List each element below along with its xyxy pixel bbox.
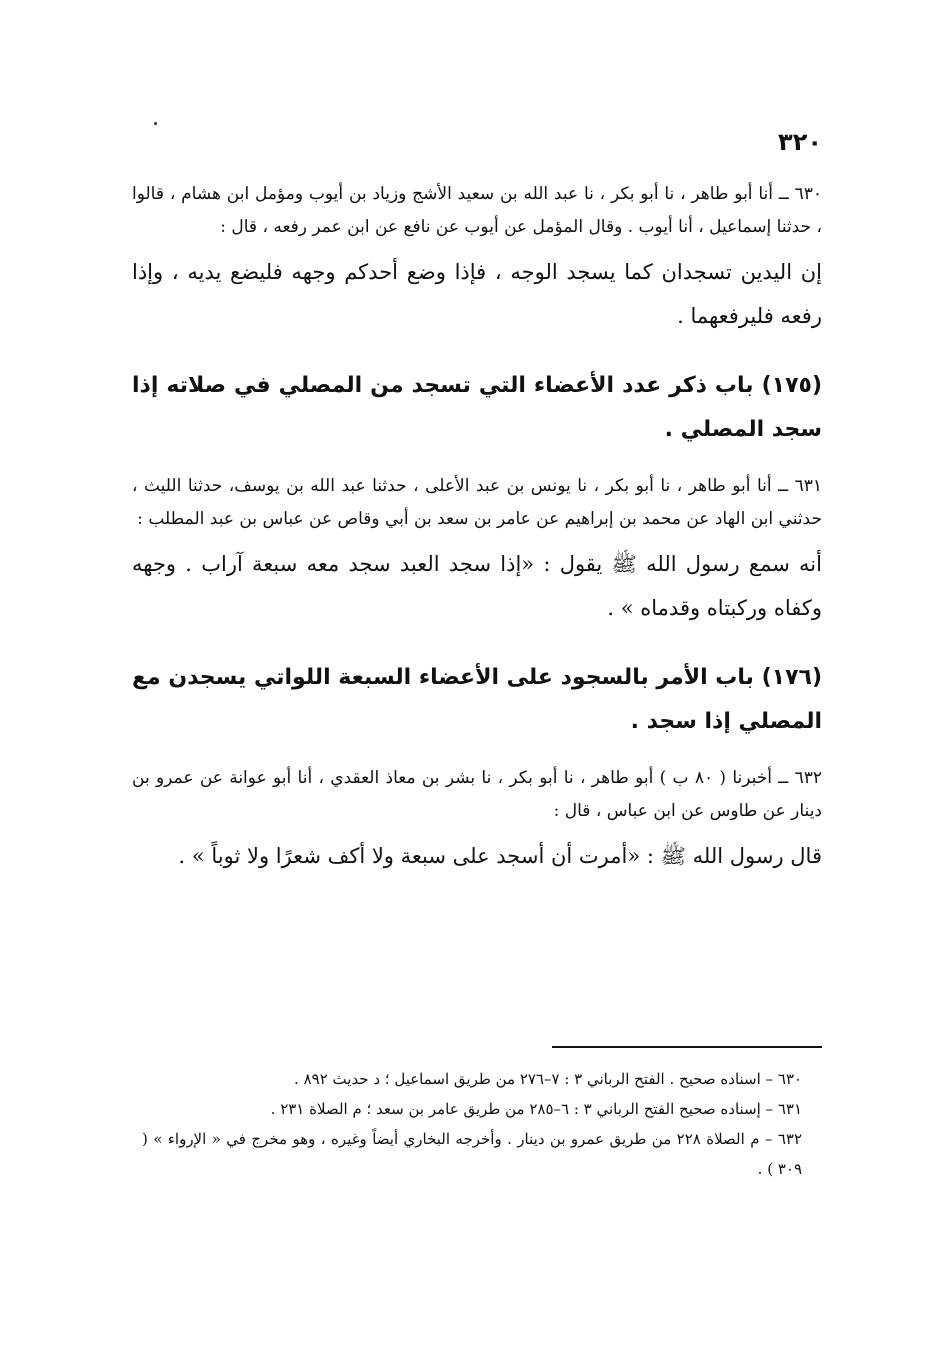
- page-number: ٣٢٠: [778, 128, 822, 156]
- footnote-632: ٦٣٢ – م الصلاة ٢٢٨ من طريق عمرو بن دينار . وأخرجه البخاري أيضاً وغيره ، وهو مخرج في « الإرواء » ( ٣٠٩ ) .: [142, 1130, 802, 1178]
- hadith-632-text: قال رسول الله ﷺ : «أمرت أن أسجد على سبعة ولا أكف شعرًا ولا ثوباً » .: [178, 844, 822, 868]
- chapter-176-heading: (١٧٦) باب الأمر بالسجود على الأعضاء السبعة اللواتي يسجدن مع المصلي إذا سجد .: [132, 665, 822, 734]
- speck-mark: [154, 122, 157, 125]
- footnotes: [142, 1064, 802, 1184]
- hadith-632-chain: ٦٣٢ ــ أخبرنا ( ٨٠ ب ) أبو طاهر ، نا أبو بكر ، نا بشر بن معاذ العقدي ، أنا أبو عوانة عن عمرو بن دينار عن طاوس عن ابن عباس ، قال :: [132, 768, 822, 821]
- hadith-630-chain: ٦٣٠ ــ أنا أبو طاهر ، نا أبو بكر ، نا عبد الله بن سعيد الأشج وزياد بن أيوب ومؤمل ابن هشام ، قالوا ، حدثنا إسماعيل ، أنا أيوب . وقال المؤمل عن أيوب عن نافع عن ابن عمر رفعه ، قال :: [132, 184, 822, 237]
- footnote-630: ٦٣٠ – اسناده صحيح . الفتح الرباني ٣ : ٧–٢٧٦ من طريق اسماعيل ؛ د حديث ٨٩٢ .: [294, 1070, 802, 1088]
- hadith-630-text: إن اليدين تسجدان كما يسجد الوجه ، فإذا وضع أحدكم وجهه فليضع يديه ، وإذا رفعه فليرفعهما .: [132, 260, 822, 328]
- footnote-631: ٦٣١ – إسناده صحيح الفتح الرباني ٣ : ٦–٢٨٥ من طريق عامر بن سعد ؛ م الصلاة ٢٣١ .: [270, 1100, 802, 1118]
- hadith-631-text: أنه سمع رسول الله ﷺ يقول : «إذا سجد العبد سجد معه سبعة آراب . وجهه وكفاه وركبتاه وقدماه » .: [132, 552, 822, 620]
- footnote-divider: [552, 1046, 822, 1048]
- hadith-631-chain: ٦٣١ ــ أنا أبو طاهر ، نا أبو بكر ، نا يونس بن عبد الأعلى ، حدثنا عبد الله بن يوسف، حدثنا الليث ، حدثني ابن الهاد عن محمد بن إبراهيم عن عامر بن سعد بن أبي وقاص عن عباس بن عبد المطلب :: [132, 476, 822, 529]
- main-text: [132, 178, 822, 888]
- chapter-175-heading: (١٧٥) باب ذكر عدد الأعضاء التي تسجد من المصلي في صلاته إذا سجد المصلي .: [132, 373, 822, 442]
